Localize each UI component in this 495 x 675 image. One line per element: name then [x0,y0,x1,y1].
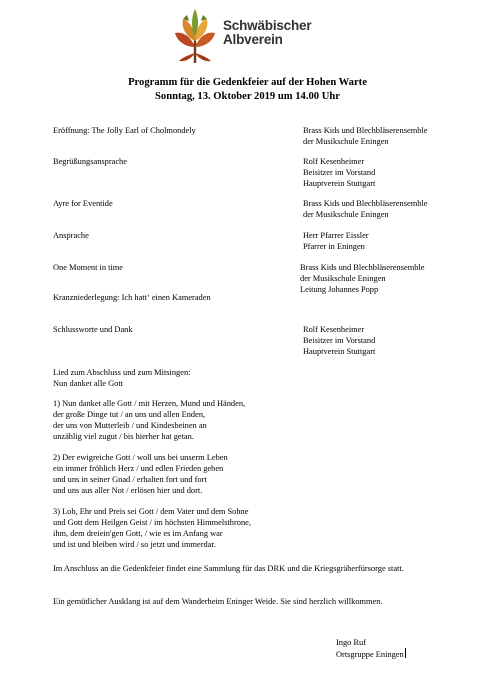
page-title [0,76,495,103]
performer-line: Rolf Kesenheimer [303,157,365,166]
program-item: Schlussworte und Dank [53,325,133,334]
program-performer [303,230,369,252]
performer-line: Brass Kids und Blechbläserensemble [303,126,428,135]
performer-line: Hauptverein Stuttgart [303,347,376,356]
program-performer [303,125,427,147]
program-performer [300,262,424,295]
logo-line-2: Albverein [223,32,283,47]
program-performer [303,198,427,220]
hymn-intro [53,367,190,389]
performer-line: der Musikschule Eningen [303,210,389,219]
verse-line: und Gott dem Heilgen Geist / im höchsten Himmelsthrone, [53,518,251,527]
verse-line: der uns von Mutterleib / und Kindesbeinen an [53,421,207,430]
performer-line: Rolf Kesenheimer [303,325,365,334]
program-item: One Moment in time [53,263,124,272]
signature-group: Ortsgruppe Eningen [336,650,404,659]
performer-line: der Musikschule Eningen [300,274,386,283]
verse-line: 2) Der ewigreiche Gott / woll uns bei unserm Leben [53,453,228,462]
title-line-1: Programm für die Gedenkfeier auf der Hohen Warte [128,77,367,88]
program-performer [303,324,375,357]
verse-line: 3) Lob, Ehr und Preis sei Gott / dem Vater und dem Sohne [53,507,249,516]
performer-line: Pfarrer in Eningen [303,242,365,251]
performer-line: der Musikschule Eningen [303,137,389,146]
program-item: Ansprache [53,231,89,240]
logo-line-1: Schwäbischer [223,18,312,33]
program-performer [303,156,375,189]
verse-line: ein immer fröhlich Herz / und edlen Frieden geben [53,464,224,473]
albverein-logo [173,7,323,65]
verse-line: unzählig viel zugut / bis hierher hat getan. [53,432,194,441]
verse-line: der große Dinge tut / an uns und allen Enden, [53,410,206,419]
hymn-verse [53,452,228,496]
verse-line: und uns aus aller Not / erlösen hier und dort. [53,486,203,495]
collection-note: Im Anschluss an die Gedenkfeier findet eine Sammlung für das DRK und die Kriegsgräberfürsorge statt. [53,564,404,573]
signature-group-row [336,648,406,660]
performer-line: Herr Pfarrer Eissler [303,231,369,240]
performer-line: Beisitzer im Vorstand [303,336,376,345]
farewell-note: Ein gemütlicher Ausklang ist auf dem Wanderheim Eninger Weide. Sie sind herzlich willkommen. [53,597,383,606]
title-line-2: Sonntag, 13. Oktober 2019 um 14.00 Uhr [155,90,340,102]
program-item: Eröffnung: The Jolly Earl of Cholmondely [53,126,196,135]
performer-line: Beisitzer im Vorstand [303,168,376,177]
leaf-emblem-icon [173,7,217,65]
hymn-verse [53,506,251,550]
signature-name: Ingo Ruf [336,638,367,647]
program-item: Begrüßungsansprache [53,157,127,166]
hymn-intro-line: Lied zum Abschluss und zum Mitsingen: [53,368,191,377]
verse-line: 1) Nun danket alle Gott / mit Herzen, Mund und Händen, [53,399,246,408]
performer-line: Brass Kids und Blechbläserensemble [303,199,428,208]
program-item: Kranzniederlegung: Ich hatt‘ einen Kameraden [53,293,211,302]
performer-line: Leitung Johannes Popp [300,285,379,294]
verse-line: ihm, dem dreiein'gen Gott, / wie es im Anfang war [53,529,223,538]
signature-block [336,637,406,660]
hymn-verse [53,398,245,442]
performer-line: Brass Kids und Blechbläserensemble [300,263,425,272]
verse-line: und ist und bleiben wird / so jetzt und immerdar. [53,540,216,549]
performer-line: Hauptverein Stuttgart [303,179,376,188]
text-cursor [405,648,406,658]
verse-line: und uns in seiner Gnad / erhalten fort und fort [53,475,207,484]
program-item: Ayre for Eventide [53,199,113,208]
hymn-title: Nun danket alle Gott [53,379,124,388]
logo-wordmark [223,19,311,47]
